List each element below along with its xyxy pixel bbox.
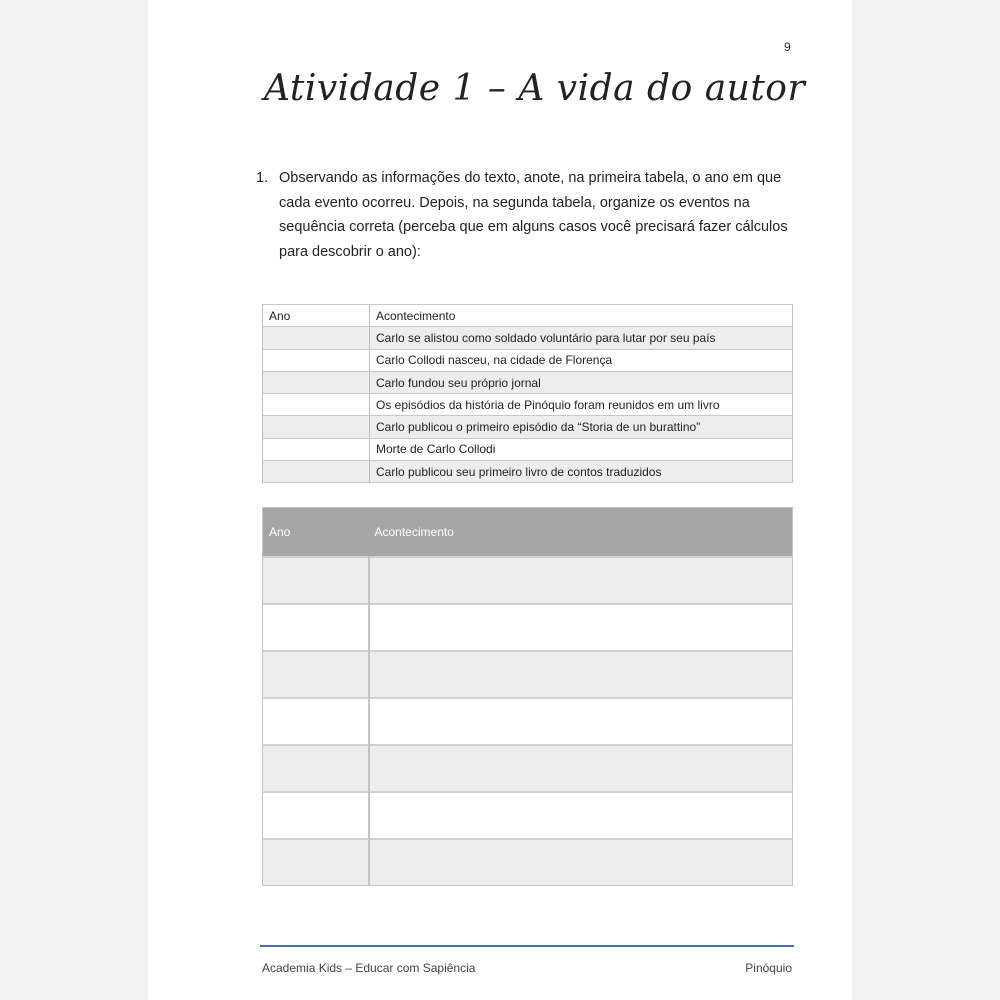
page-number: 9 xyxy=(784,40,791,54)
event-cell[interactable] xyxy=(369,557,793,604)
sequence-header-year: Ano xyxy=(263,508,369,558)
table-row xyxy=(263,651,793,698)
year-cell[interactable] xyxy=(263,557,369,604)
event-cell[interactable] xyxy=(369,792,793,839)
event-cell[interactable] xyxy=(369,839,793,886)
year-cell[interactable] xyxy=(263,792,369,839)
instruction-item xyxy=(256,166,796,264)
event-cell: Carlo publicou o primeiro episódio da “Storia de un burattino” xyxy=(370,416,793,438)
document-page xyxy=(148,0,852,1000)
table-row xyxy=(263,792,793,839)
year-cell[interactable] xyxy=(263,349,370,371)
table-row xyxy=(263,461,793,483)
table-row xyxy=(263,371,793,393)
year-cell[interactable] xyxy=(263,327,370,349)
table-row xyxy=(263,745,793,792)
event-cell: Os episódios da história de Pinóquio foram reunidos em um livro xyxy=(370,394,793,416)
table-row xyxy=(263,438,793,460)
events-header-event: Acontecimento xyxy=(370,305,793,327)
event-cell: Carlo publicou seu primeiro livro de contos traduzidos xyxy=(370,461,793,483)
event-cell[interactable] xyxy=(369,698,793,745)
table-row xyxy=(263,394,793,416)
year-cell[interactable] xyxy=(263,371,370,393)
instruction-text: Observando as informações do texto, anote, na primeira tabela, o ano em que cada evento ocorreu. Depois, na segunda tabela, organize os eventos na sequência correta (perceba que em alguns casos você precisará fazer cálculos para descobrir o ano): xyxy=(279,170,788,260)
event-cell[interactable] xyxy=(369,651,793,698)
table-row xyxy=(263,557,793,604)
table-row xyxy=(263,327,793,349)
events-header-year: Ano xyxy=(263,305,370,327)
year-cell[interactable] xyxy=(263,461,370,483)
table-row xyxy=(263,416,793,438)
event-cell: Morte de Carlo Collodi xyxy=(370,438,793,460)
year-cell[interactable] xyxy=(263,438,370,460)
footer-divider xyxy=(260,945,794,947)
activity-title: Atividade 1 – A vida do autor xyxy=(264,68,806,109)
event-cell: Carlo se alistou como soldado voluntário para lutar por seu país xyxy=(370,327,793,349)
year-cell[interactable] xyxy=(263,394,370,416)
year-cell[interactable] xyxy=(263,745,369,792)
instruction-number: 1. xyxy=(256,170,269,186)
footer-book-title: Pinóquio xyxy=(745,961,792,975)
instructions-list xyxy=(256,166,796,264)
table-row xyxy=(263,698,793,745)
events-table xyxy=(262,304,793,483)
year-cell[interactable] xyxy=(263,839,369,886)
sequence-header-event: Acontecimento xyxy=(369,508,793,558)
year-cell[interactable] xyxy=(263,416,370,438)
events-table-header xyxy=(263,305,793,327)
event-cell[interactable] xyxy=(369,604,793,651)
sequence-table-header xyxy=(263,508,793,558)
sequence-table xyxy=(262,507,793,886)
event-cell: Carlo fundou seu próprio jornal xyxy=(370,371,793,393)
table-row xyxy=(263,349,793,371)
year-cell[interactable] xyxy=(263,698,369,745)
event-cell[interactable] xyxy=(369,745,793,792)
event-cell: Carlo Collodi nasceu, na cidade de Florença xyxy=(370,349,793,371)
table-row xyxy=(263,839,793,886)
year-cell[interactable] xyxy=(263,651,369,698)
year-cell[interactable] xyxy=(263,604,369,651)
table-row xyxy=(263,604,793,651)
footer-publisher: Academia Kids – Educar com Sapiência xyxy=(262,961,476,975)
